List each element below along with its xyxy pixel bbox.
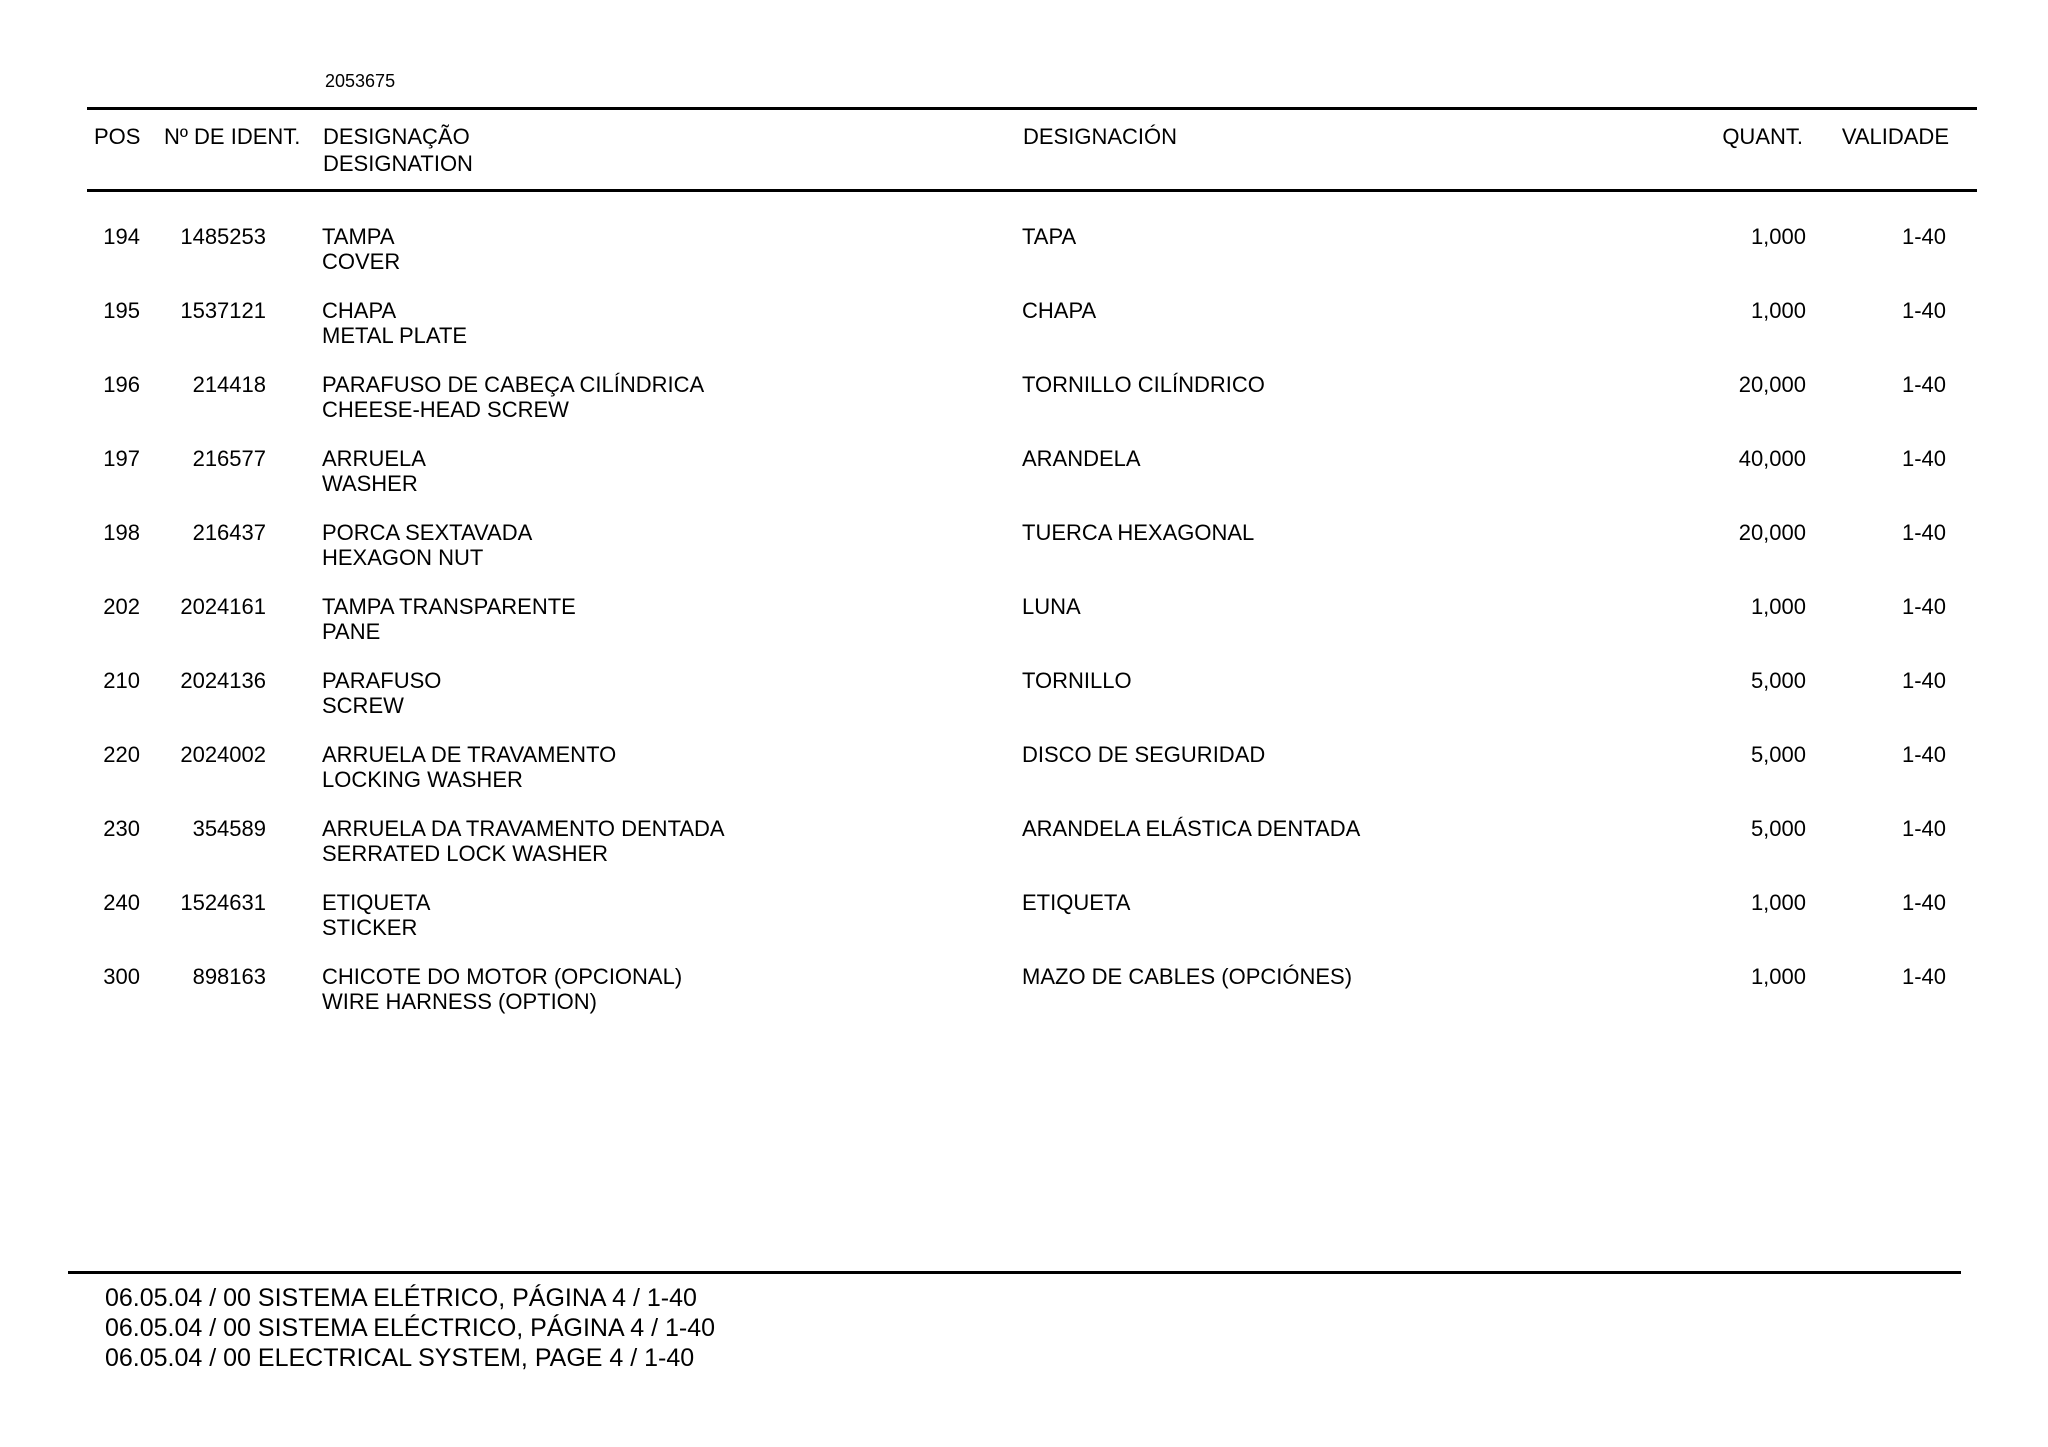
footer-line-en: 06.05.04 / 00 ELECTRICAL SYSTEM, PAGE 4 / 1-40	[105, 1344, 695, 1372]
row-ident: 216437	[192, 520, 266, 545]
row-designation	[322, 816, 725, 866]
row-validity: 1-40	[1901, 298, 1946, 323]
row-designation-en: STICKER	[322, 915, 418, 940]
row-designation	[322, 890, 430, 940]
row-quantity: 1,000	[1750, 890, 1806, 915]
row-designation-es: LUNA	[1022, 594, 1081, 619]
row-designation-pt: ARRUELA DA TRAVAMENTO DENTADA	[322, 816, 725, 841]
row-designation-es: TUERCA HEXAGONAL	[1022, 520, 1255, 545]
row-designation	[322, 372, 704, 422]
row-ident: 2024136	[180, 668, 266, 693]
row-ident: 1485253	[180, 224, 266, 249]
row-ident: 2024002	[180, 742, 266, 767]
top-divider	[87, 107, 1977, 110]
row-ident: 216577	[192, 446, 266, 471]
row-quantity: 5,000	[1750, 816, 1806, 841]
row-quantity: 1,000	[1750, 964, 1806, 989]
row-designation-es: MAZO DE CABLES (OPCIÓNES)	[1022, 964, 1353, 989]
row-quantity: 1,000	[1750, 224, 1806, 249]
row-validity: 1-40	[1901, 520, 1946, 545]
table-row	[0, 816, 2048, 890]
row-pos: 202	[103, 594, 140, 619]
row-pos: 220	[103, 742, 140, 767]
table-row	[0, 742, 2048, 816]
row-designation-pt: ETIQUETA	[322, 890, 431, 915]
row-designation	[322, 742, 616, 792]
table-row	[0, 446, 2048, 520]
row-designation-es: TORNILLO CILÍNDRICO	[1022, 372, 1265, 397]
row-validity: 1-40	[1901, 742, 1946, 767]
footer-divider	[68, 1271, 1961, 1274]
row-ident: 2024161	[180, 594, 266, 619]
header-pos: POS	[94, 124, 141, 149]
row-designation	[322, 668, 441, 718]
page-footer	[105, 1283, 715, 1373]
row-quantity: 5,000	[1750, 742, 1806, 767]
row-designation-en: CHEESE-HEAD SCREW	[322, 397, 569, 422]
row-designation-pt: ARRUELA	[322, 446, 426, 471]
row-designation-pt: CHICOTE DO MOTOR (OPCIONAL)	[322, 964, 683, 989]
table-row	[0, 964, 2048, 1038]
parts-table-body	[0, 224, 2048, 1038]
row-ident: 354589	[192, 816, 266, 841]
row-pos: 196	[103, 372, 140, 397]
header-designation-en: DESIGNATION	[323, 151, 473, 176]
header-designation-pt: DESIGNAÇÃO	[323, 124, 470, 149]
row-designation-en: WASHER	[322, 471, 418, 496]
footer-line-pt: 06.05.04 / 00 SISTEMA ELÉTRICO, PÁGINA 4 / 1-40	[105, 1284, 697, 1312]
row-designation-es: TORNILLO	[1022, 668, 1132, 693]
document-number: 2053675	[325, 71, 396, 91]
row-validity: 1-40	[1901, 224, 1946, 249]
row-pos: 194	[103, 224, 140, 249]
table-row	[0, 594, 2048, 668]
row-designation-en: WIRE HARNESS (OPTION)	[322, 989, 598, 1014]
row-pos: 240	[103, 890, 140, 915]
table-row	[0, 520, 2048, 594]
row-designation-pt: CHAPA	[322, 298, 397, 323]
row-pos: 197	[103, 446, 140, 471]
row-validity: 1-40	[1901, 816, 1946, 841]
row-designation	[322, 594, 576, 644]
row-designation	[322, 224, 400, 274]
row-designation	[322, 298, 467, 348]
row-ident: 1537121	[180, 298, 266, 323]
row-validity: 1-40	[1901, 890, 1946, 915]
row-validity: 1-40	[1901, 964, 1946, 989]
table-row	[0, 890, 2048, 964]
row-validity: 1-40	[1901, 372, 1946, 397]
row-pos: 300	[103, 964, 140, 989]
row-validity: 1-40	[1901, 594, 1946, 619]
header-divider	[87, 189, 1977, 192]
row-designation-en: HEXAGON NUT	[322, 545, 484, 570]
row-designation-es: CHAPA	[1022, 298, 1097, 323]
row-validity: 1-40	[1901, 446, 1946, 471]
row-designation-en: PANE	[322, 619, 381, 644]
table-row	[0, 224, 2048, 298]
row-designation-pt: PARAFUSO	[322, 668, 442, 693]
row-designation-en: SERRATED LOCK WASHER	[322, 841, 609, 866]
row-designation-es: ARANDELA	[1022, 446, 1141, 471]
row-pos: 195	[103, 298, 140, 323]
row-pos: 230	[103, 816, 140, 841]
row-quantity: 20,000	[1738, 372, 1806, 397]
row-designation-pt: PARAFUSO DE CABEÇA CILÍNDRICA	[322, 372, 705, 397]
row-designation-en: LOCKING WASHER	[322, 767, 523, 792]
table-row	[0, 668, 2048, 742]
table-row	[0, 372, 2048, 446]
header-designation	[323, 123, 473, 177]
row-quantity: 40,000	[1738, 446, 1806, 471]
row-pos: 198	[103, 520, 140, 545]
header-ident: Nº DE IDENT.	[164, 124, 301, 149]
row-designation	[322, 964, 682, 1014]
row-pos: 210	[103, 668, 140, 693]
table-row	[0, 298, 2048, 372]
row-validity: 1-40	[1901, 668, 1946, 693]
row-ident: 898163	[192, 964, 266, 989]
row-designation-es: ARANDELA ELÁSTICA DENTADA	[1022, 816, 1361, 841]
row-designation-en: COVER	[322, 249, 401, 274]
row-designation-en: SCREW	[322, 693, 404, 718]
row-quantity: 20,000	[1738, 520, 1806, 545]
footer-line-es: 06.05.04 / 00 SISTEMA ELÉCTRICO, PÁGINA 4 / 1-40	[105, 1314, 715, 1342]
row-ident: 1524631	[180, 890, 266, 915]
row-quantity: 1,000	[1750, 298, 1806, 323]
row-ident: 214418	[192, 372, 266, 397]
row-quantity: 1,000	[1750, 594, 1806, 619]
header-validity: VALIDADE	[1841, 124, 1949, 149]
row-designation	[322, 520, 532, 570]
row-designation	[322, 446, 426, 496]
row-quantity: 5,000	[1750, 668, 1806, 693]
header-quantity: QUANT.	[1722, 124, 1803, 149]
row-designation-pt: TAMPA TRANSPARENTE	[322, 594, 576, 619]
row-designation-es: ETIQUETA	[1022, 890, 1131, 915]
row-designation-es: DISCO DE SEGURIDAD	[1022, 742, 1266, 767]
header-designation-es: DESIGNACIÓN	[1023, 124, 1178, 149]
row-designation-en: METAL PLATE	[322, 323, 468, 348]
row-designation-pt: PORCA SEXTAVADA	[322, 520, 533, 545]
row-designation-pt: TAMPA	[322, 224, 395, 249]
row-designation-pt: ARRUELA DE TRAVAMENTO	[322, 742, 617, 767]
row-designation-es: TAPA	[1022, 224, 1077, 249]
